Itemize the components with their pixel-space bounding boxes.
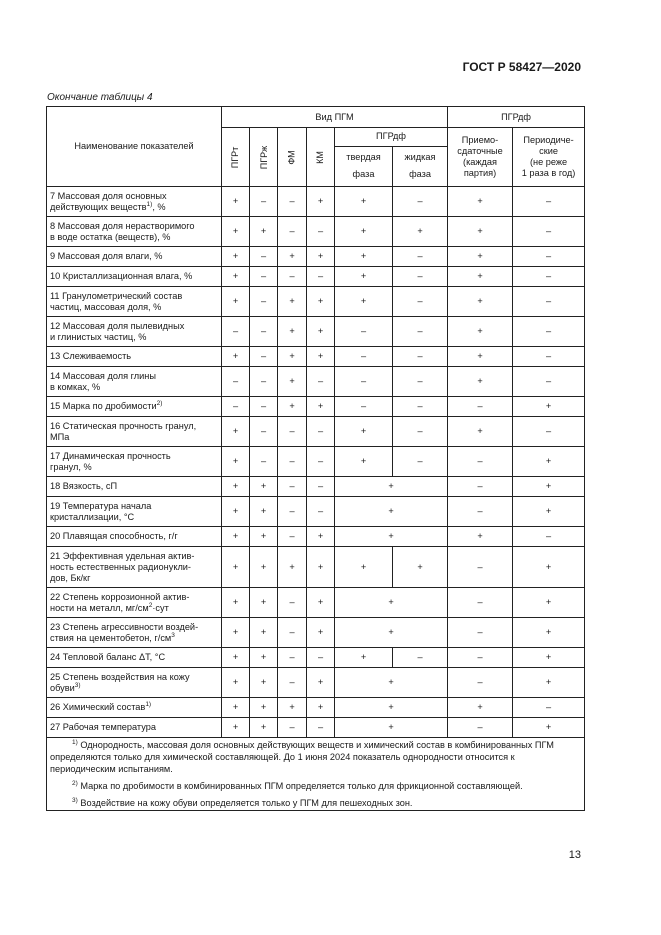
mark-cell: + xyxy=(307,547,335,588)
mark-cell: – xyxy=(307,477,335,497)
mark-cell: – xyxy=(393,287,448,317)
mark-cell: + xyxy=(307,527,335,547)
mark-cell: + xyxy=(222,648,250,668)
mark-cell: + xyxy=(335,547,393,588)
mark-cell: – xyxy=(250,317,278,347)
mark-cell: + xyxy=(222,497,250,527)
mark-cell: + xyxy=(307,698,335,718)
mark-cell: + xyxy=(278,287,307,317)
table-row xyxy=(47,527,585,547)
mark-cell: + xyxy=(222,347,250,367)
column-header-km: КМ xyxy=(307,128,335,187)
footnote-1: $^{1)}$ Однородность, массовая доля основных действующих веществ и химический состав в комбинированных ПГМ определяются только для химической составляющей. До 1 июня 2024 показатель однородности относится к периодическим испытаниям. xyxy=(50,739,554,774)
footnote-2: $^{2)}$ Марка по дробимости в комбинированных ПГМ определяется только для фрикционной составляющей. xyxy=(72,780,523,791)
mark-cell: – xyxy=(278,648,307,668)
mark-cell: + xyxy=(222,217,250,247)
column-header-liquid-phase: жидкая фаза xyxy=(393,146,448,186)
column-header-solid-phase: твердая фаза xyxy=(335,146,393,186)
mark-cell: + xyxy=(278,247,307,267)
mark-cell: – xyxy=(250,187,278,217)
mark-cell: + xyxy=(307,187,335,217)
mark-cell: + xyxy=(278,317,307,347)
mark-cell: + xyxy=(307,588,335,618)
mark-cell: + xyxy=(222,447,250,477)
mark-cell: – xyxy=(250,267,278,287)
mark-cell: – xyxy=(448,397,513,417)
mark-cell: – xyxy=(278,447,307,477)
mark-cell: + xyxy=(335,187,393,217)
mark-cell: – xyxy=(448,497,513,527)
mark-cell: + xyxy=(250,718,278,738)
indicator-name: 22 Степень коррозионной актив- ности на металл, $мг/см^2\cdot сут$ xyxy=(47,588,222,618)
mark-cell: – xyxy=(513,287,585,317)
mark-cell: + xyxy=(335,217,393,247)
mark-cell: + xyxy=(222,287,250,317)
mark-cell: – xyxy=(278,588,307,618)
mark-cell: – xyxy=(222,317,250,347)
mark-cell: + xyxy=(448,187,513,217)
mark-cell: + xyxy=(222,547,250,588)
mark-cell: + xyxy=(335,618,448,648)
mark-cell: + xyxy=(335,477,448,497)
mark-cell: – xyxy=(513,347,585,367)
mark-cell: + xyxy=(448,367,513,397)
mark-cell: – xyxy=(278,668,307,698)
table-row xyxy=(47,247,585,267)
mark-cell: – xyxy=(278,267,307,287)
mark-cell: + xyxy=(307,317,335,347)
table-row xyxy=(47,347,585,367)
mark-cell: + xyxy=(250,547,278,588)
column-header-vid-pgm: Вид ПГМ xyxy=(222,107,448,128)
mark-cell: – xyxy=(307,417,335,447)
mark-cell: + xyxy=(335,267,393,287)
table-row xyxy=(47,187,585,217)
column-header-priemo: Приемо- сдаточные (каждая партия) xyxy=(448,128,513,187)
page-number: 13 xyxy=(568,849,581,861)
mark-cell: – xyxy=(250,397,278,417)
mark-cell: + xyxy=(335,588,448,618)
mark-cell: – xyxy=(393,397,448,417)
mark-cell: – xyxy=(250,417,278,447)
mark-cell: + xyxy=(448,347,513,367)
mark-cell: + xyxy=(250,668,278,698)
mark-cell: + xyxy=(335,527,448,547)
table-row xyxy=(47,668,585,698)
mark-cell: + xyxy=(278,347,307,367)
mark-cell: – xyxy=(307,267,335,287)
mark-cell: – xyxy=(335,397,393,417)
mark-cell: + xyxy=(448,247,513,267)
table-notes xyxy=(47,738,585,811)
mark-cell: – xyxy=(222,367,250,397)
mark-cell: + xyxy=(393,217,448,247)
mark-cell: – xyxy=(250,287,278,317)
mark-cell: – xyxy=(393,648,448,668)
indicator-name: 16 Статическая прочность гранул, МПа xyxy=(47,417,222,447)
table-row xyxy=(47,698,585,718)
mark-cell: + xyxy=(448,698,513,718)
mark-cell: – xyxy=(513,267,585,287)
indicator-name: 14 Массовая доля глины в комках, % xyxy=(47,367,222,397)
mark-cell: – xyxy=(393,267,448,287)
mark-cell: + xyxy=(513,497,585,527)
mark-cell: + xyxy=(278,698,307,718)
mark-cell: + xyxy=(335,287,393,317)
column-header-name: Наименование показателей xyxy=(47,107,222,187)
mark-cell: + xyxy=(307,287,335,317)
mark-cell: – xyxy=(278,618,307,648)
indicator-name: 24 Тепловой баланс ΔТ, °С xyxy=(47,648,222,668)
mark-cell: + xyxy=(250,588,278,618)
mark-cell: + xyxy=(335,417,393,447)
mark-cell: – xyxy=(448,588,513,618)
indicator-name: 11 Гранулометрический состав частиц, массовая доля, % xyxy=(47,287,222,317)
mark-cell: + xyxy=(335,447,393,477)
column-header-pgrdf-sub: ПГРдф xyxy=(335,128,448,147)
mark-cell: + xyxy=(448,417,513,447)
mark-cell: – xyxy=(393,187,448,217)
mark-cell: – xyxy=(307,217,335,247)
mark-cell: + xyxy=(222,267,250,287)
mark-cell: + xyxy=(335,698,448,718)
indicator-name: 10 Кристаллизационная влага, % xyxy=(47,267,222,287)
mark-cell: + xyxy=(335,718,448,738)
table-row xyxy=(47,447,585,477)
mark-cell: + xyxy=(513,447,585,477)
indicator-name: 21 Эффективная удельная актив- ность естественных радионукли- дов, Бк/кг xyxy=(47,547,222,588)
mark-cell: – xyxy=(393,347,448,367)
indicator-name: 18 Вязкость, сП xyxy=(47,477,222,497)
mark-cell: – xyxy=(307,367,335,397)
mark-cell: + xyxy=(250,618,278,648)
mark-cell: – xyxy=(278,497,307,527)
document-code: ГОСТ Р 58427—2020 xyxy=(462,60,581,74)
mark-cell: – xyxy=(448,547,513,588)
mark-cell: – xyxy=(335,347,393,367)
mark-cell: + xyxy=(513,668,585,698)
mark-cell: + xyxy=(222,718,250,738)
mark-cell: + xyxy=(250,527,278,547)
indicator-name: 26 Химический состав$^{1)}$ xyxy=(47,698,222,718)
mark-cell: + xyxy=(222,588,250,618)
mark-cell: + xyxy=(307,347,335,367)
mark-cell: + xyxy=(307,397,335,417)
table-row xyxy=(47,367,585,397)
mark-cell: + xyxy=(250,477,278,497)
mark-cell: + xyxy=(307,668,335,698)
mark-cell: + xyxy=(335,648,393,668)
mark-cell: – xyxy=(278,417,307,447)
mark-cell: + xyxy=(222,698,250,718)
column-header-pgrdf: ПГРдф xyxy=(448,107,585,128)
mark-cell: + xyxy=(513,588,585,618)
mark-cell: – xyxy=(250,347,278,367)
mark-cell: – xyxy=(513,187,585,217)
mark-cell: + xyxy=(513,547,585,588)
indicator-name: 9 Массовая доля влаги, % xyxy=(47,247,222,267)
mark-cell: + xyxy=(278,397,307,417)
table-row xyxy=(47,497,585,527)
mark-cell: + xyxy=(222,417,250,447)
table-caption: Окончание таблицы 4 xyxy=(47,92,153,103)
mark-cell: + xyxy=(448,217,513,247)
mark-cell: + xyxy=(513,618,585,648)
indicator-name: 12 Массовая доля пылевидных и глинистых частиц, % xyxy=(47,317,222,347)
indicator-name: 27 Рабочая температура xyxy=(47,718,222,738)
mark-cell: – xyxy=(393,367,448,397)
mark-cell: – xyxy=(278,527,307,547)
column-header-pgrzh: ПГРж xyxy=(250,128,278,187)
indicator-name: 13 Слеживаемость xyxy=(47,347,222,367)
mark-cell: + xyxy=(278,367,307,397)
mark-cell: – xyxy=(513,698,585,718)
mark-cell: – xyxy=(335,317,393,347)
mark-cell: – xyxy=(448,477,513,497)
indicator-name: 15 Марка по дробимости$^{2)}$ xyxy=(47,397,222,417)
mark-cell: – xyxy=(393,417,448,447)
mark-cell: – xyxy=(222,397,250,417)
indicator-name: 17 Динамическая прочность гранул, % xyxy=(47,447,222,477)
mark-cell: – xyxy=(448,718,513,738)
mark-cell: + xyxy=(307,247,335,267)
table-row xyxy=(47,417,585,447)
mark-cell: – xyxy=(448,668,513,698)
mark-cell: + xyxy=(335,497,448,527)
mark-cell: + xyxy=(393,547,448,588)
table-row xyxy=(47,397,585,417)
mark-cell: + xyxy=(513,397,585,417)
indicators-table xyxy=(46,106,585,811)
mark-cell: + xyxy=(250,217,278,247)
mark-cell: + xyxy=(335,247,393,267)
mark-cell: – xyxy=(448,648,513,668)
mark-cell: – xyxy=(513,417,585,447)
mark-cell: – xyxy=(448,447,513,477)
table-row xyxy=(47,217,585,247)
mark-cell: + xyxy=(222,618,250,648)
table-row xyxy=(47,648,585,668)
mark-cell: + xyxy=(222,668,250,698)
mark-cell: – xyxy=(513,367,585,397)
mark-cell: – xyxy=(278,187,307,217)
mark-cell: – xyxy=(393,317,448,347)
mark-cell: – xyxy=(513,317,585,347)
mark-cell: – xyxy=(513,247,585,267)
mark-cell: – xyxy=(335,367,393,397)
indicator-name: 8 Массовая доля нерастворимого в воде остатка (веществ), % xyxy=(47,217,222,247)
mark-cell: – xyxy=(250,447,278,477)
column-header-fm: ФМ xyxy=(278,128,307,187)
indicator-name: 7 Массовая доля основных действующих веществ$^{1)}$, % xyxy=(47,187,222,217)
mark-cell: – xyxy=(278,718,307,738)
mark-cell: – xyxy=(278,477,307,497)
mark-cell: – xyxy=(278,217,307,247)
mark-cell: – xyxy=(307,648,335,668)
mark-cell: + xyxy=(250,648,278,668)
mark-cell: – xyxy=(250,247,278,267)
mark-cell: – xyxy=(448,618,513,648)
indicator-name: 23 Степень агрессивности воздей- ствия на цементобетон, $г/см^3$ xyxy=(47,618,222,648)
column-header-pgrt: ПГРт xyxy=(222,128,250,187)
mark-cell: – xyxy=(393,247,448,267)
indicator-name: 20 Плавящая способность, г/г xyxy=(47,527,222,547)
mark-cell: – xyxy=(307,718,335,738)
mark-cell: + xyxy=(448,267,513,287)
mark-cell: + xyxy=(222,247,250,267)
mark-cell: + xyxy=(278,547,307,588)
mark-cell: + xyxy=(448,287,513,317)
mark-cell: + xyxy=(448,317,513,347)
table-row xyxy=(47,267,585,287)
mark-cell: + xyxy=(222,527,250,547)
mark-cell: – xyxy=(513,217,585,247)
mark-cell: + xyxy=(307,618,335,648)
mark-cell: + xyxy=(222,187,250,217)
mark-cell: + xyxy=(513,648,585,668)
table-row xyxy=(47,588,585,618)
indicator-name: 19 Температура начала кристаллизации, °С xyxy=(47,497,222,527)
table-row xyxy=(47,477,585,497)
table-row xyxy=(47,718,585,738)
mark-cell: + xyxy=(513,718,585,738)
mark-cell: + xyxy=(250,698,278,718)
mark-cell: + xyxy=(222,477,250,497)
table-row xyxy=(47,618,585,648)
table-row xyxy=(47,287,585,317)
mark-cell: – xyxy=(513,527,585,547)
footnote-3: $^{3)}$ Воздействие на кожу обуви определяется только у ПГМ для пешеходных зон. xyxy=(72,797,413,808)
mark-cell: + xyxy=(335,668,448,698)
mark-cell: – xyxy=(393,447,448,477)
table-row xyxy=(47,547,585,588)
indicator-name: 25 Степень воздействия на кожу обуви$^{3)}$ xyxy=(47,668,222,698)
mark-cell: + xyxy=(513,477,585,497)
mark-cell: + xyxy=(250,497,278,527)
mark-cell: + xyxy=(448,527,513,547)
mark-cell: – xyxy=(250,367,278,397)
table-row xyxy=(47,317,585,347)
mark-cell: – xyxy=(307,447,335,477)
mark-cell: – xyxy=(307,497,335,527)
column-header-period: Периодиче- ские (не реже 1 раза в год) xyxy=(513,128,585,187)
